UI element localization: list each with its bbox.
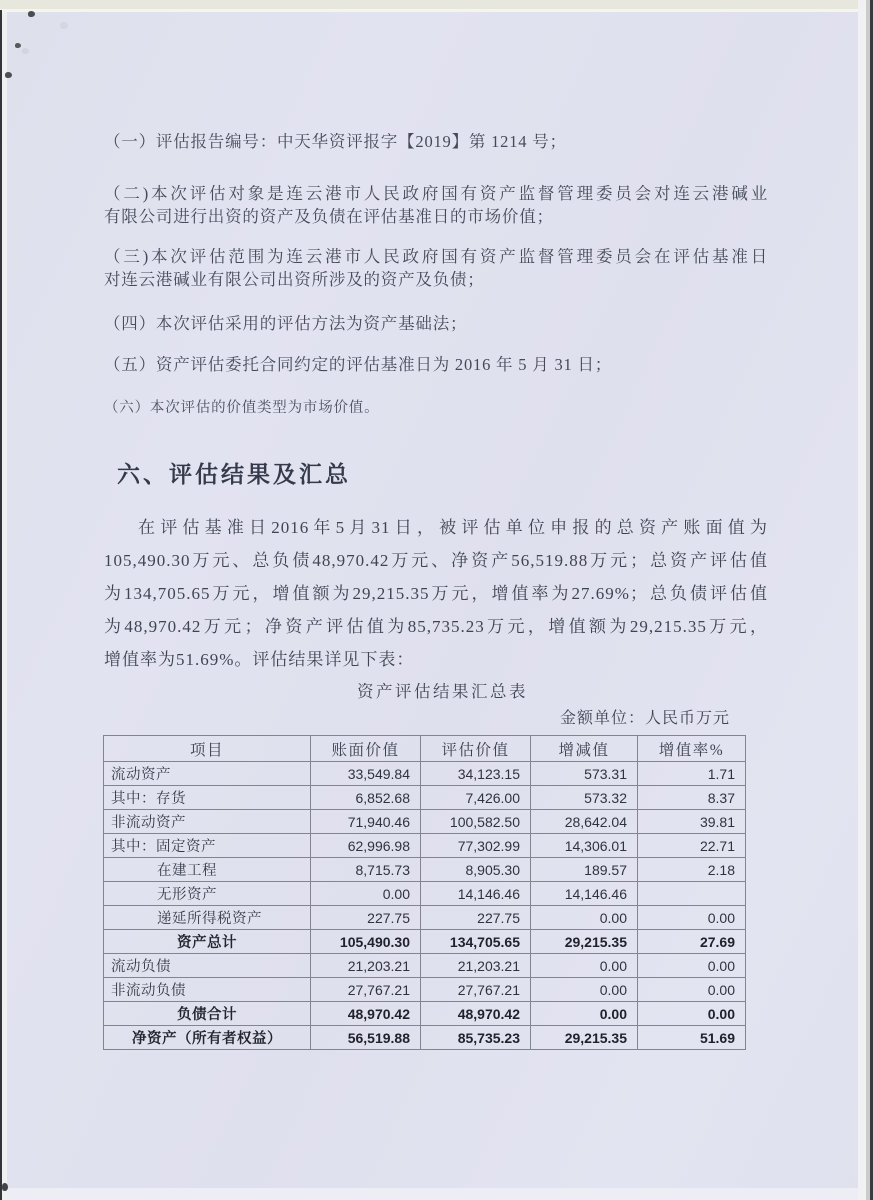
row-value: 8,715.73 <box>311 858 421 882</box>
row-value: 8.37 <box>638 786 746 810</box>
row-label: 非流动负债 <box>104 978 311 1002</box>
table-row <box>104 786 746 810</box>
paragraph-line: （三)本次评估范围为连云港市人民政府国有资产监督管理委员会在评估基准日 <box>104 247 768 266</box>
table-row <box>104 834 746 858</box>
row-value: 27,767.21 <box>421 978 531 1002</box>
column-header: 项目 <box>104 736 311 762</box>
row-label: 在建工程 <box>104 858 311 882</box>
table-row <box>104 1026 746 1050</box>
row-value: 227.75 <box>311 906 421 930</box>
row-label: 非流动资产 <box>104 810 311 834</box>
row-value: 22.71 <box>638 834 746 858</box>
summary-line: 为48,970.42万元；净资产评估值为85,735.23万元，增值额为29,215.35万元， <box>104 617 768 636</box>
column-header: 账面价值 <box>311 736 421 762</box>
row-value: 39.81 <box>638 810 746 834</box>
row-value: 14,146.46 <box>531 882 638 906</box>
row-value: 0.00 <box>311 882 421 906</box>
row-value: 573.32 <box>531 786 638 810</box>
row-value: 8,905.30 <box>421 858 531 882</box>
intro-paragraphs <box>104 130 768 418</box>
row-value: 33,549.84 <box>311 762 421 786</box>
paragraph-line: （六）本次评估的价值类型为市场价值。 <box>104 400 380 416</box>
table-title: 资产评估结果汇总表 <box>357 682 528 701</box>
summary-line: 增值率为51.69%。评估结果详见下表： <box>104 650 415 669</box>
row-label: 负债合计 <box>104 1002 311 1026</box>
row-value <box>638 882 746 906</box>
row-value: 134,705.65 <box>421 930 531 954</box>
row-value: 0.00 <box>638 954 746 978</box>
scan-speck <box>5 72 12 78</box>
row-value: 28,642.04 <box>531 810 638 834</box>
paragraph-line: 有限公司进行出资的资产及负债在评估基准日的市场价值； <box>104 207 554 226</box>
paragraph-line: （一）评估报告编号：中天华资评报字【2019】第 1214 号； <box>104 132 567 151</box>
row-value: 27,767.21 <box>311 978 421 1002</box>
column-header: 增值率% <box>638 736 746 762</box>
row-value: 21,203.21 <box>421 954 531 978</box>
row-value: 0.00 <box>638 978 746 1002</box>
paragraph-line: （四）本次评估采用的评估方法为资产基础法； <box>104 314 468 333</box>
row-value: 29,215.35 <box>531 1026 638 1050</box>
row-value: 0.00 <box>638 906 746 930</box>
table-header-row <box>104 736 746 762</box>
row-label: 资产总计 <box>104 930 311 954</box>
row-value: 48,970.42 <box>311 1002 421 1026</box>
paragraph-line: （五）资产评估委托合同约定的评估基准日为 2016 年 5 月 31 日； <box>104 355 613 374</box>
asset-valuation-summary-table <box>103 735 746 1050</box>
summary-table-body <box>104 762 746 1050</box>
row-value: 100,582.50 <box>421 810 531 834</box>
scan-edge-right-light <box>858 0 866 1200</box>
scan-speck <box>2 1183 8 1191</box>
row-value: 51.69 <box>638 1026 746 1050</box>
row-value: 573.31 <box>531 762 638 786</box>
summary-line: 在评估基准日2016年5月31日，被评估单位申报的总资产账面值为 <box>138 518 768 537</box>
scan-speck <box>60 22 68 29</box>
row-value: 7,426.00 <box>421 786 531 810</box>
row-value: 62,996.98 <box>311 834 421 858</box>
scan-edge-top-line <box>0 9 873 12</box>
row-label: 净资产（所有者权益） <box>104 1026 311 1050</box>
paragraph-line: （二)本次评估对象是连云港市人民政府国有资产监督管理委员会对连云港碱业 <box>104 184 768 203</box>
table-row <box>104 858 746 882</box>
table-unit-note: 金额单位：人民币万元 <box>559 710 730 727</box>
summary-line: 105,490.30万元、总负债48,970.42万元、净资产56,519.88万元；总资产评估值 <box>104 551 768 570</box>
summary-line: 为134,705.65万元，增值额为29,215.35万元，增值率为27.69%；总负债评估值 <box>104 584 768 603</box>
paragraph <box>104 353 768 376</box>
row-label: 其中：固定资产 <box>104 834 311 858</box>
row-label: 递延所得税资产 <box>104 906 311 930</box>
row-value: 0.00 <box>638 1002 746 1026</box>
row-value: 29,215.35 <box>531 930 638 954</box>
row-label: 流动资产 <box>104 762 311 786</box>
table-row <box>104 954 746 978</box>
table-row <box>104 810 746 834</box>
paragraph <box>104 182 768 228</box>
row-value: 0.00 <box>531 954 638 978</box>
row-value: 6,852.68 <box>311 786 421 810</box>
paragraph <box>104 130 768 153</box>
row-value: 34,123.15 <box>421 762 531 786</box>
row-value: 189.57 <box>531 858 638 882</box>
row-value: 48,970.42 <box>421 1002 531 1026</box>
row-value: 56,519.88 <box>311 1026 421 1050</box>
row-label: 其中：存货 <box>104 786 311 810</box>
row-value: 0.00 <box>531 1002 638 1026</box>
section-heading: 六、评估结果及汇总 <box>117 462 351 487</box>
column-header: 增减值 <box>531 736 638 762</box>
table-row <box>104 882 746 906</box>
row-value: 71,940.46 <box>311 810 421 834</box>
row-value: 105,490.30 <box>311 930 421 954</box>
table-row <box>104 1002 746 1026</box>
scan-speck <box>28 11 35 17</box>
column-header: 评估价值 <box>421 736 531 762</box>
row-value: 227.75 <box>421 906 531 930</box>
row-value: 2.18 <box>638 858 746 882</box>
paragraph-line: 对连云港碱业有限公司出资所涉及的资产及负债； <box>104 270 485 289</box>
paragraph <box>104 312 768 335</box>
row-value: 14,306.01 <box>531 834 638 858</box>
row-label: 流动负债 <box>104 954 311 978</box>
row-value: 27.69 <box>638 930 746 954</box>
row-value: 77,302.99 <box>421 834 531 858</box>
row-value: 0.00 <box>531 978 638 1002</box>
scan-edge-left-light <box>2 12 7 1200</box>
table-row <box>104 906 746 930</box>
row-label: 无形资产 <box>104 882 311 906</box>
row-value: 85,735.23 <box>421 1026 531 1050</box>
row-value: 1.71 <box>638 762 746 786</box>
paragraph <box>104 245 768 291</box>
row-value: 21,203.21 <box>311 954 421 978</box>
summary-paragraph <box>104 511 768 676</box>
paragraph <box>104 398 768 418</box>
row-value: 0.00 <box>531 906 638 930</box>
scan-edge-top <box>0 0 873 9</box>
scan-speck <box>22 48 29 54</box>
scan-edge-bottom <box>7 1188 858 1200</box>
scan-speck <box>15 43 21 48</box>
row-value: 14,146.46 <box>421 882 531 906</box>
table-row <box>104 978 746 1002</box>
table-row <box>104 930 746 954</box>
table-row <box>104 762 746 786</box>
